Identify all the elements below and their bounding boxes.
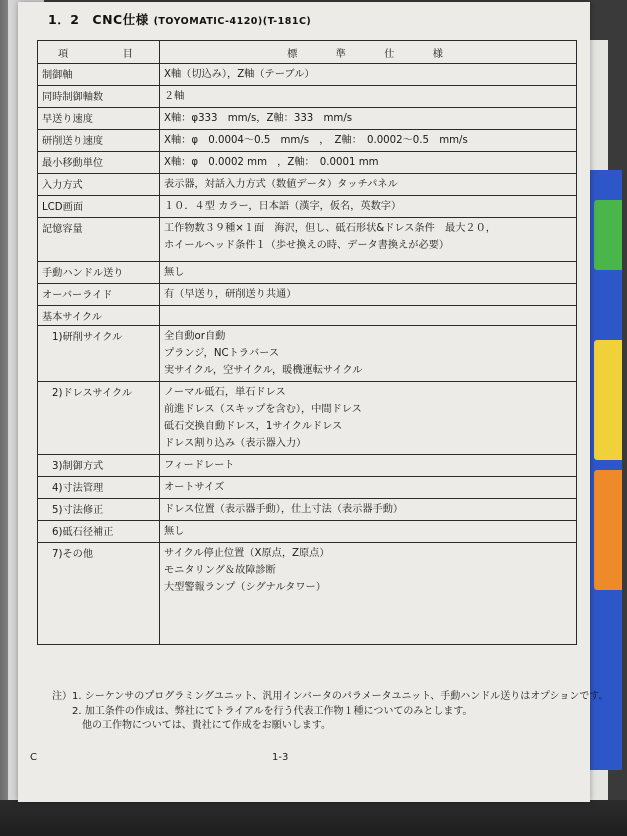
row-item-label: 研削送り速度: [38, 130, 160, 152]
table-row: [38, 499, 577, 521]
header-item: 項 目: [38, 41, 160, 64]
row-item-label: 2)ドレスサイクル: [38, 382, 160, 455]
page-number: 1-3: [272, 752, 289, 763]
table-row: [38, 86, 577, 108]
spec-line: ドレス割り込み（表示器入力）: [164, 438, 307, 449]
row-spec-cell: [160, 64, 577, 86]
table-row: [38, 306, 577, 326]
spec-line: 無し: [164, 267, 185, 278]
row-spec-cell: [160, 382, 577, 455]
spec-line: モニタリング＆故障診断: [164, 565, 276, 576]
table-row: [38, 262, 577, 284]
row-spec-cell: [160, 262, 577, 284]
row-spec-cell: [160, 218, 577, 262]
row-spec-cell: [160, 326, 577, 382]
row-spec-cell: [160, 174, 577, 196]
header-spec: 標 準 仕 様: [160, 41, 577, 64]
yellow-index-tab: [594, 340, 622, 460]
spec-line: X軸：φ333 mm/s，Z軸：333 mm/s: [164, 113, 353, 124]
table-header-row: [38, 41, 577, 64]
spec-line: 有（早送り，研削送り共通）: [164, 289, 297, 300]
spec-line: X軸（切込み），Z軸（テーブル）: [164, 69, 315, 80]
section-title: [48, 10, 311, 28]
spec-line: 前進ドレス（スキップを含む），中間ドレス: [164, 404, 362, 415]
spec-line: フィードレート: [164, 460, 235, 471]
table-row: [38, 64, 577, 86]
table-row: [38, 521, 577, 543]
green-index-tab: [594, 200, 622, 270]
row-spec-cell: [160, 196, 577, 218]
spec-line: プランジ，NCトラバース: [164, 348, 280, 359]
spec-line: 全自動or自動: [164, 331, 226, 342]
spec-line: X軸：φ 0.0004～0.5 mm/s ， Z軸： 0.0002～0.5 mm/s: [164, 135, 468, 146]
footer-left-mark: C: [30, 752, 37, 763]
row-spec-cell: [160, 86, 577, 108]
row-item-label: 制御軸: [38, 64, 160, 86]
spec-line: 工作物数３９種×１面 海沢，但し、砥石形状&ドレス条件 最大２０，: [164, 223, 496, 234]
title-text: 1．2 CNC仕様: [48, 12, 149, 27]
note-line-2: 2. 加工条件の作成は、弊社にてトライアルを行う代表工作物１種についてのみとします。: [72, 705, 473, 717]
note-line-1: 注）1. シーケンサのプログラミングユニット、汎用インバータのパラメータユニット、手動ハンドル送りはオプションです。: [52, 691, 609, 702]
row-item-label: 最小移動単位: [38, 152, 160, 174]
spec-line: 実サイクル，空サイクル，暖機運転サイクル: [164, 365, 363, 376]
spec-line: １０．４型 カラー，日本語（漢字，仮名，英数字）: [164, 201, 402, 212]
notes: [52, 690, 609, 734]
row-item-label: 手動ハンドル送り: [38, 262, 160, 284]
spec-line: オートサイズ: [164, 482, 225, 493]
row-item-label: 基本サイクル: [38, 306, 160, 326]
note-line-3: 他の工作物については、貴社にて作成をお願いします。: [82, 720, 331, 731]
spec-line: 砥石交換自動ドレス，1サイクルドレス: [164, 421, 343, 432]
row-spec-cell: [160, 543, 577, 645]
row-spec-cell: [160, 521, 577, 543]
orange-index-tab: [594, 470, 622, 590]
table-row: [38, 543, 577, 645]
row-item-label: 入力方式: [38, 174, 160, 196]
row-item-label: 1)研削サイクル: [38, 326, 160, 382]
row-item-label: 6)砥石径補正: [38, 521, 160, 543]
row-spec-cell: [160, 499, 577, 521]
table-row: [38, 477, 577, 499]
spec-line: ２軸: [164, 91, 185, 102]
table-row: [38, 218, 577, 262]
title-model: (TOYOMATIC-4120)(T-181C): [153, 16, 312, 27]
row-spec-cell: [160, 152, 577, 174]
desk-surface: [0, 800, 627, 836]
table-row: [38, 108, 577, 130]
row-spec-cell: [160, 130, 577, 152]
row-item-label: 3)制御方式: [38, 455, 160, 477]
spec-line: ホイールヘッド条件１（歩せ換えの時、データ書換えが必要）: [164, 240, 450, 251]
table-row: [38, 152, 577, 174]
spec-line: サイクル停止位置（X原点，Z原点）: [164, 548, 330, 559]
row-spec-cell: [160, 455, 577, 477]
table-row: [38, 284, 577, 306]
table-row: [38, 130, 577, 152]
row-item-label: オーバーライド: [38, 284, 160, 306]
row-item-label: 5)寸法修正: [38, 499, 160, 521]
table-row: [38, 196, 577, 218]
row-item-label: 4)寸法管理: [38, 477, 160, 499]
table-row: [38, 326, 577, 382]
spec-line: 無し: [164, 526, 185, 537]
table-row: [38, 174, 577, 196]
spec-table: [37, 40, 577, 645]
row-item-label: LCD画面: [38, 196, 160, 218]
spec-line: 表示器，対話入力方式（数値データ）タッチパネル: [164, 179, 398, 190]
row-spec-cell: [160, 108, 577, 130]
spec-line: X軸：φ 0.0002 mm ，Z軸： 0.0001 mm: [164, 157, 379, 168]
row-item-label: 早送り速度: [38, 108, 160, 130]
row-spec-cell: [160, 284, 577, 306]
row-item-label: 同時制御軸数: [38, 86, 160, 108]
row-item-label: 記憶容量: [38, 218, 160, 262]
row-spec-cell: [160, 306, 577, 326]
table-row: [38, 455, 577, 477]
spec-line: ノーマル砥石，単石ドレス: [164, 387, 286, 398]
spec-line: 大型警報ランプ（シグナルタワー）: [164, 582, 326, 593]
table-row: [38, 382, 577, 455]
row-item-label: 7)その他: [38, 543, 160, 645]
row-spec-cell: [160, 477, 577, 499]
spec-line: ドレス位置（表示器手動），仕上寸法（表示器手動）: [164, 504, 404, 515]
